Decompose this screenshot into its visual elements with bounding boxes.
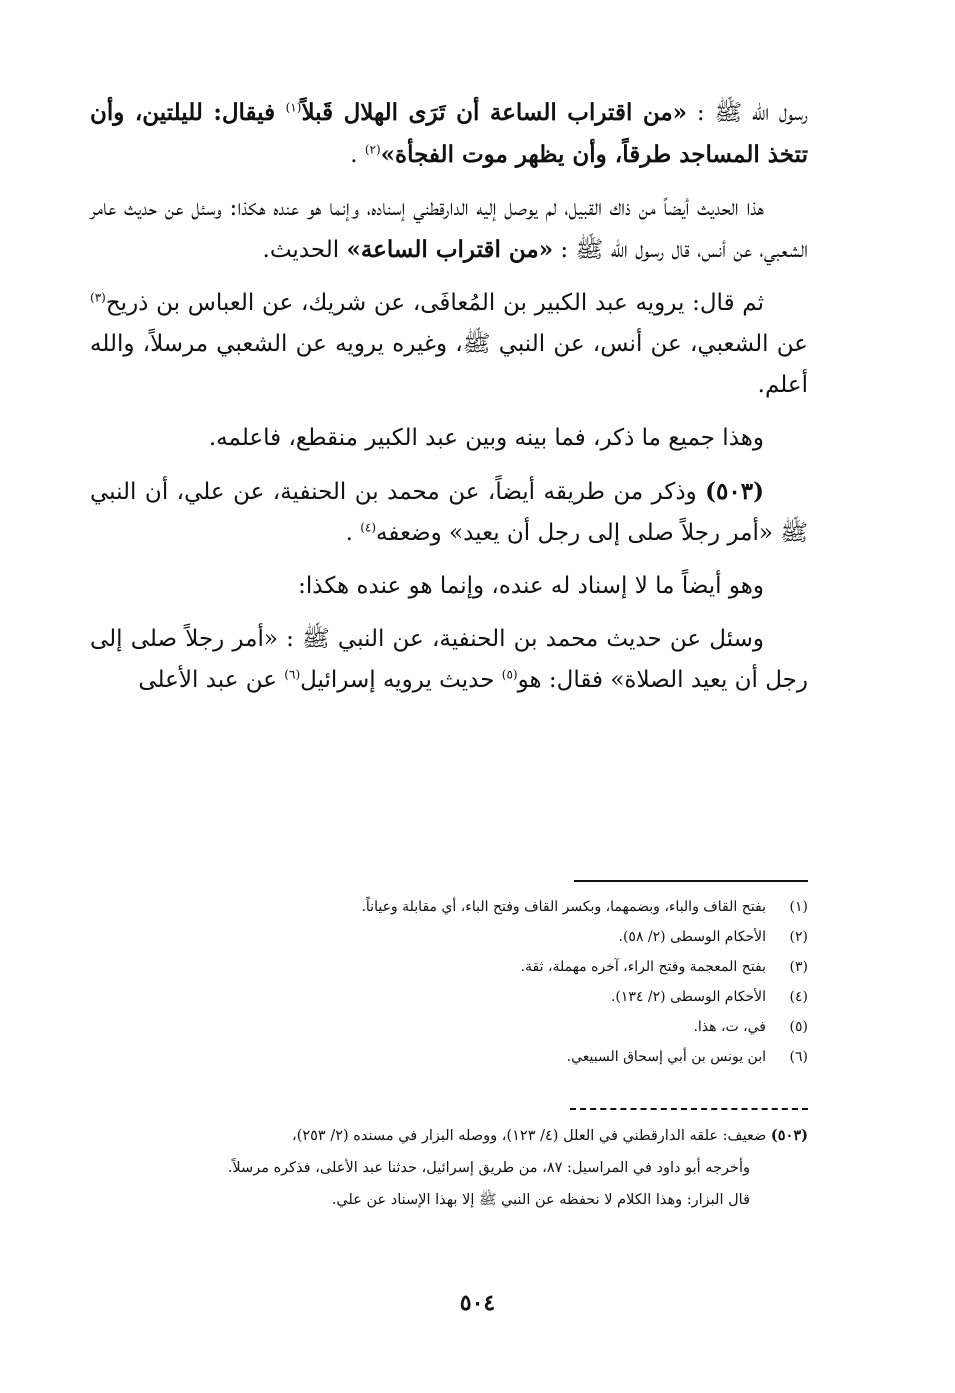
hadith-number: (٥٠٣) xyxy=(770,1127,808,1144)
footnote-marker: (١) xyxy=(285,100,302,115)
paragraph-hadith-continuation xyxy=(90,92,808,176)
text-span: . xyxy=(350,142,365,168)
footnote xyxy=(90,1042,808,1072)
text-span: عن عبد الأعلى xyxy=(138,667,285,693)
footnote-number: (٥) xyxy=(789,1019,808,1035)
footnote-number: (١) xyxy=(789,899,808,915)
text-span: هذا الحديث أيضاً من ذاك القبيل، لم يوصل إليه الدارقطني إسناده، وإنما هو عنده هكذا: وسئل عن حديث عامر الشعبي، عن أنس، قال رسول الله ﷺ : xyxy=(90,195,808,263)
text-span: رسول الله ﷺ : xyxy=(687,100,808,126)
footnote-number: (٣) xyxy=(789,959,808,975)
footnote xyxy=(90,892,808,922)
footnote-number: (٦) xyxy=(789,1049,808,1065)
text-span: وذكر من طريقه أيضاً، عن محمد بن الحنفية، عن علي، أن النبي ﷺ «أمر رجلاً صلى إلى رجل أن يعيد» وضعفه xyxy=(90,479,808,546)
footnote xyxy=(90,922,808,952)
text-span: عن الشعبي، عن أنس، عن النبي ﷺ، وغيره يرويه عن الشعبي مرسلاً، والله أعلم. xyxy=(90,331,808,398)
hadith-quote: فيقال: لليلتين، وأن تتخذ المساجد طرقاً، وأن يظهر موت الفجأة» xyxy=(90,99,808,168)
paragraph-note: وهو أيضاً ما لا إسناد له عنده، وإنما هو عنده هكذا: xyxy=(298,573,764,599)
paragraph-chain xyxy=(90,283,808,406)
footnote xyxy=(90,982,808,1012)
footnote-marker: (٦) xyxy=(284,667,301,682)
page-number: ٥٠٤ xyxy=(459,1290,496,1316)
footnote xyxy=(90,1012,808,1042)
footnote-number: (٤) xyxy=(789,989,808,1005)
text-span: الحديث. xyxy=(262,237,347,263)
takhrij-line: وأخرجه أبو داود في المراسيل: ٨٧، من طريق إسرائيل، حدثنا عبد الأعلى، فذكره مرسلاً. xyxy=(227,1160,750,1176)
text-span: . xyxy=(345,520,361,546)
takhrij-text: ضعيف: علقه الدارقطني في العلل (٤/ ١٢٣)، ووصله البزار في مسنده (٢/ ٢٥٣)، xyxy=(292,1128,771,1144)
text-span: وسئل عن حديث محمد بن الحنفية، عن النبي ﷺ : «أمر رجلاً صلى إلى رجل أن يعيد الصلاة» فقال: هو xyxy=(90,626,808,693)
footnote-number: (٢) xyxy=(789,929,808,945)
footnote-text: ابن يونس بن أبي إسحاق السبيعي. xyxy=(566,1049,766,1065)
footnote xyxy=(90,952,808,982)
footnote-text: الأحكام الوسطى (٢/ ١٣٤). xyxy=(610,989,766,1005)
footnote-marker: (٣) xyxy=(90,290,106,305)
takhrij-line xyxy=(100,1120,808,1152)
takhrij-separator xyxy=(570,1108,808,1110)
hadith-number: (٥٠٣) xyxy=(705,478,764,505)
paragraph-hadith-503 xyxy=(90,471,808,554)
hadith-quote: «من اقتراب الساعة» xyxy=(346,236,554,263)
footnote-text: بفتح المعجمة وفتح الراء، آخره مهملة، ثقة. xyxy=(520,959,766,975)
footnote-marker: (٤) xyxy=(360,520,377,535)
main-text xyxy=(90,92,808,713)
paragraph-question xyxy=(90,619,808,701)
paragraph-note: وهذا جميع ما ذكر، فما بينه وبين عبد الكبير منقطع، فاعلمه. xyxy=(208,425,764,451)
footnotes xyxy=(90,892,808,1072)
footnote-separator xyxy=(574,880,808,882)
footnote-text: بفتح القاف والباء، وبضمهما، وبكسر القاف وفتح الباء، أي مقابلة وعياناً. xyxy=(361,899,766,915)
text-span: حديث يرويه إسرائيل xyxy=(300,667,502,693)
hadith-quote: «من اقتراب الساعة أن تَرَى الهلال قَبلاً xyxy=(301,99,688,126)
footnote-text: في، ت، هذا. xyxy=(693,1019,766,1035)
footnote-marker: (٥) xyxy=(501,667,518,682)
takhrij-line: قال البزار: وهذا الكلام لا نحفظه عن النبي ﷺ إلا بهذا الإسناد عن علي. xyxy=(331,1192,750,1208)
text-span: ثم قال: يرويه عبد الكبير بن المُعافَى، عن شريك، عن العباس بن ذريح xyxy=(105,290,764,316)
takhrij-section xyxy=(100,1120,808,1216)
paragraph-commentary xyxy=(90,188,808,271)
footnote-text: الأحكام الوسطى (٢/ ٥٨). xyxy=(618,929,766,945)
footnote-marker: (٢) xyxy=(364,142,381,157)
